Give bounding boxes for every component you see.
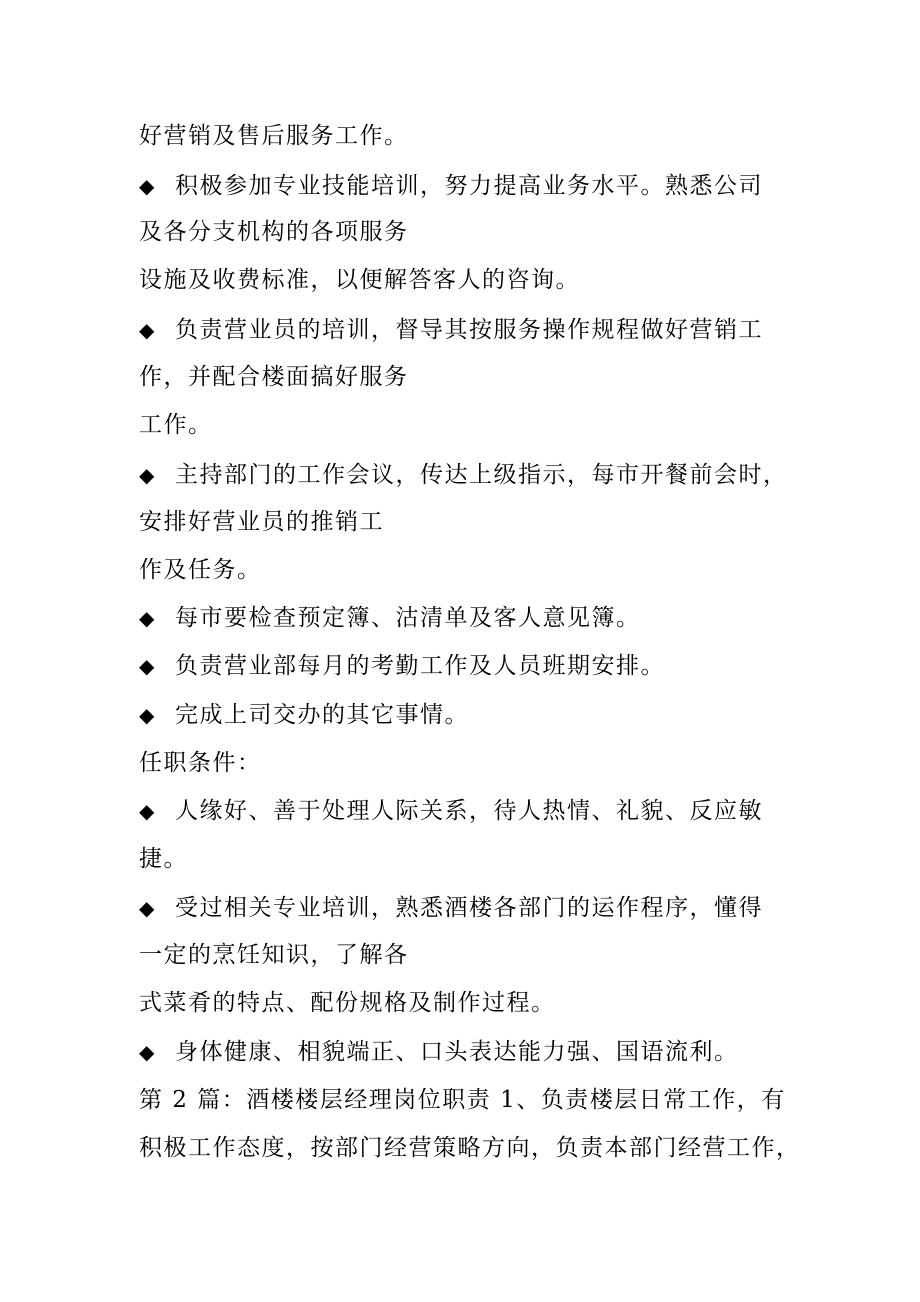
diamond-bullet-icon: ◆	[139, 703, 156, 727]
diamond-bullet-icon: ◆	[139, 606, 156, 630]
diamond-bullet-icon: ◆	[139, 1040, 156, 1064]
bullet-line: ◆ 身体健康、相貌端正、口头表达能力强、国语流利。	[139, 1039, 739, 1065]
text-line: 设施及收费标准，以便解答客人的咨询。	[139, 267, 580, 293]
diamond-bullet-icon: ◆	[139, 174, 156, 198]
section-heading: 任职条件：	[139, 750, 262, 776]
text-line: 积极工作态度，按部门经营策略方向，负责本部门经营工作，	[139, 1135, 801, 1161]
bullet-line: ◆ 负责营业员的培训，督导其按服务操作规程做好营销工	[139, 317, 763, 343]
diamond-bullet-icon: ◆	[139, 318, 156, 342]
bullet-line: ◆ 完成上司交办的其它事情。	[139, 702, 469, 728]
text-line: 一定的烹饪知识，了解各	[139, 942, 409, 968]
text-line: 好营销及售后服务工作。	[139, 123, 409, 149]
text-line: 作，并配合楼面搞好服务	[139, 364, 409, 390]
text-line: 捷。	[139, 846, 188, 872]
text-line: 作及任务。	[139, 557, 262, 583]
text-line: 式菜肴的特点、配份规格及制作过程。	[139, 990, 556, 1016]
text-line: 安排好营业员的推销工	[139, 509, 384, 535]
text-line: 第 2 篇：酒楼楼层经理岗位职责 1、负责楼层日常工作，有	[139, 1087, 786, 1113]
bullet-line: ◆ 积极参加专业技能培训，努力提高业务水平。熟悉公司	[139, 173, 763, 199]
bullet-line: ◆ 人缘好、善于处理人际关系，待人热情、礼貌、反应敏	[139, 798, 763, 824]
bullet-line: ◆ 每市要检查预定簿、沽清单及客人意见簿。	[139, 605, 641, 631]
diamond-bullet-icon: ◆	[139, 463, 156, 487]
bullet-line: ◆ 主持部门的工作会议，传达上级指示，每市开餐前会时，	[139, 462, 788, 488]
diamond-bullet-icon: ◆	[139, 654, 156, 678]
diamond-bullet-icon: ◆	[139, 799, 156, 823]
text-line: 及各分支机构的各项服务	[139, 219, 409, 245]
text-line: 工作。	[139, 412, 213, 438]
diamond-bullet-icon: ◆	[139, 896, 156, 920]
bullet-line: ◆ 负责营业部每月的考勤工作及人员班期安排。	[139, 653, 665, 679]
bullet-line: ◆ 受过相关专业培训，熟悉酒楼各部门的运作程序，懂得	[139, 895, 763, 921]
